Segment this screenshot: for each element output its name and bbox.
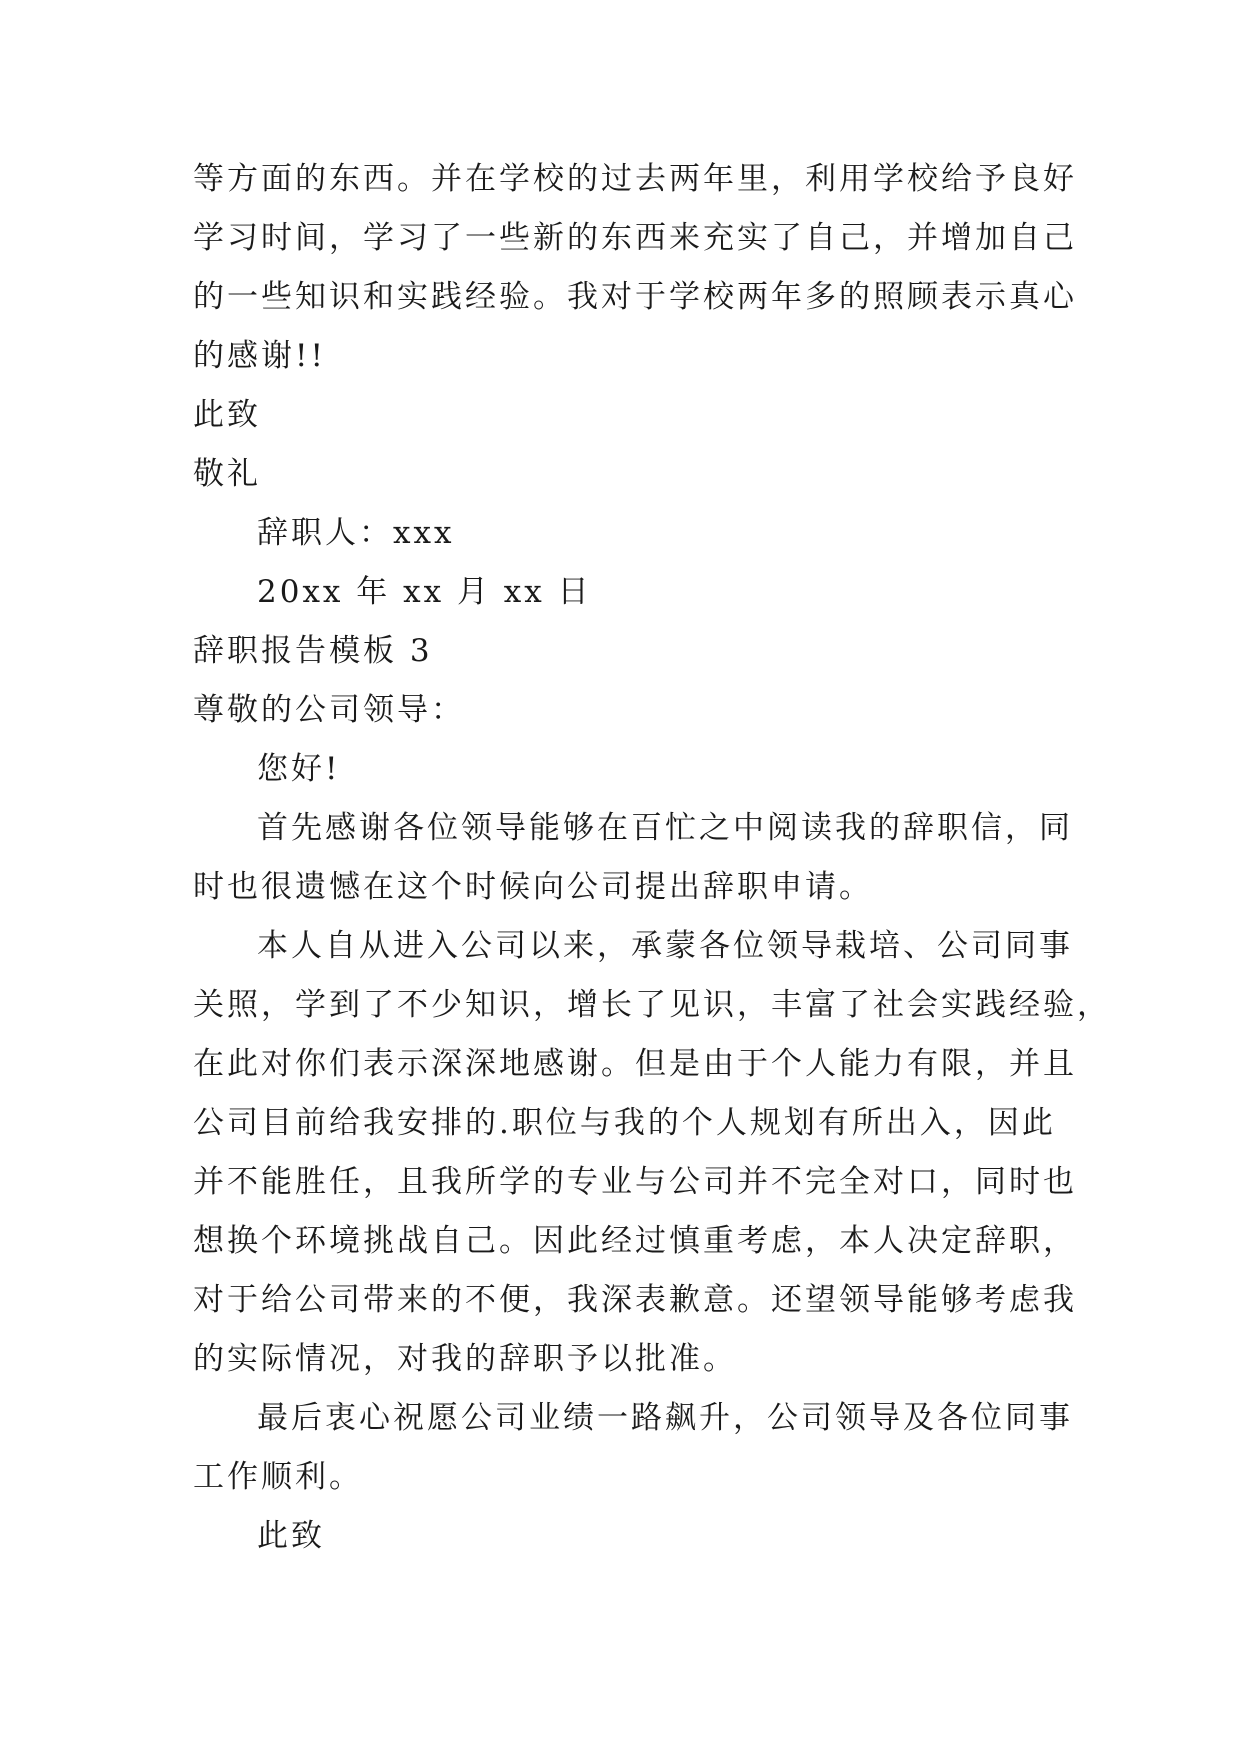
signature-name: 辞职人：xxx — [257, 515, 455, 551]
paragraph-line: 在此对你们表示深深地感谢。但是由于个人能力有限，并且 — [193, 1046, 1077, 1082]
paragraph-line: 本人自从进入公司以来，承蒙各位领导栽培、公司同事 — [257, 928, 1073, 964]
text-line: 等方面的东西。并在学校的过去两年里，利用学校给予良好 — [193, 161, 1077, 197]
letter-hello: 您好! — [257, 751, 341, 787]
paragraph-line: 对于给公司带来的不便，我深表歉意。还望领导能够考虑我 — [193, 1282, 1077, 1318]
paragraph-line: 时也很遗憾在这个时候向公司提出辞职申请。 — [193, 869, 873, 905]
paragraph-line: 想换个环境挑战自己。因此经过慎重考虑，本人决定辞职， — [193, 1223, 1077, 1259]
paragraph-line: 公司目前给我安排的.职位与我的个人规划有所出入，因此 — [193, 1105, 1056, 1141]
signature-date: 20xx 年 xx 月 xx 日 — [257, 574, 592, 610]
section-heading: 辞职报告模板 3 — [193, 633, 433, 669]
text-line: 的感谢!! — [193, 338, 326, 374]
closing-salutation: 此致 — [193, 397, 261, 433]
letter-greeting: 尊敬的公司领导： — [193, 692, 465, 728]
paragraph-line: 的实际情况，对我的辞职予以批准。 — [193, 1341, 737, 1377]
closing-regards: 敬礼 — [193, 456, 261, 492]
paragraph-line: 工作顺利。 — [193, 1459, 363, 1495]
paragraph-line: 最后衷心祝愿公司业绩一路飙升，公司领导及各位同事 — [257, 1400, 1073, 1436]
paragraph-line: 首先感谢各位领导能够在百忙之中阅读我的辞职信，同 — [257, 810, 1073, 846]
text-line: 学习时间，学习了一些新的东西来充实了自己，并增加自己 — [193, 220, 1077, 256]
text-line: 的一些知识和实践经验。我对于学校两年多的照顾表示真心 — [193, 279, 1077, 315]
closing-salutation: 此致 — [257, 1518, 325, 1554]
paragraph-line: 并不能胜任，且我所学的专业与公司并不完全对口，同时也 — [193, 1164, 1077, 1200]
paragraph-line: 关照，学到了不少知识，增长了见识，丰富了社会实践经验， — [193, 987, 1111, 1023]
